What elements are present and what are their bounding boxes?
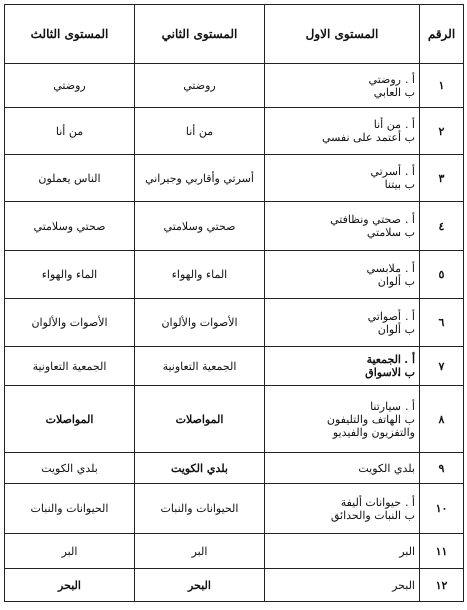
row-number: ٧ xyxy=(420,347,464,386)
level-1-cell xyxy=(265,299,420,347)
table-row xyxy=(5,64,464,108)
option-b: ب .الهاتف والتليفون xyxy=(326,412,415,426)
level-1-cell xyxy=(265,386,420,453)
row-number: ١ xyxy=(420,64,464,108)
level-2-cell: البر xyxy=(135,534,265,569)
row-number: ٨ xyxy=(420,386,464,453)
level-1-cell xyxy=(265,64,420,108)
level-2-cell: الماء والهواء xyxy=(135,251,265,299)
table-row xyxy=(5,347,464,386)
level-2-cell: الحيوانات والنبات xyxy=(135,484,265,534)
header-level-1: المستوى الاول xyxy=(265,5,420,64)
row-number: ١١ xyxy=(420,534,464,569)
level-1-cell xyxy=(265,108,420,155)
level-1-cell: البر xyxy=(265,534,420,569)
level-3-cell: الماء والهواء xyxy=(5,251,135,299)
header-level-2: المستوى الثاني xyxy=(135,5,265,64)
level-2-cell: صحتي وسلامتي xyxy=(135,202,265,251)
option-b-continued: والتفزيون والفيديو xyxy=(332,425,415,439)
level-2-cell: روضتي xyxy=(135,64,265,108)
option-b: ب .الاسواق xyxy=(365,366,415,379)
option-a: أ .الجمعية xyxy=(366,353,415,366)
level-2-cell: الأصوات والألوان xyxy=(135,299,265,347)
option-a: أ .أصواتي xyxy=(367,309,415,323)
row-number: ٤ xyxy=(420,202,464,251)
level-3-cell: البر xyxy=(5,534,135,569)
level-2-cell: من أنا xyxy=(135,108,265,155)
option-b: ب .بيتنا xyxy=(384,178,415,191)
header-number: الرقم xyxy=(420,5,464,64)
level-1-cell: بلدي الكويت xyxy=(265,453,420,484)
option-a: أ .حيوانات أليفة xyxy=(340,495,415,509)
level-3-cell: الحيوانات والنبات xyxy=(5,484,135,534)
level-2-cell: المواصلات xyxy=(135,386,265,453)
option-a: أ .سيارتنا xyxy=(370,399,415,413)
table-row xyxy=(5,251,464,299)
level-3-cell: البحر xyxy=(5,569,135,602)
row-number: ١٢ xyxy=(420,569,464,602)
curriculum-levels-table xyxy=(4,4,464,602)
header-level-3: المستوى الثالث xyxy=(5,5,135,64)
level-3-cell: صحتي وسلامتي xyxy=(5,202,135,251)
option-b: ب .النبات والحدائق xyxy=(330,508,415,522)
row-number: ١٠ xyxy=(420,484,464,534)
option-a: أ .ملابسي xyxy=(366,261,415,275)
level-1-cell xyxy=(265,155,420,202)
level-3-cell: الناس يعملون xyxy=(5,155,135,202)
level-2-cell: البحر xyxy=(135,569,265,602)
level-3-cell: الأصوات والألوان xyxy=(5,299,135,347)
level-1-cell: البحر xyxy=(265,569,420,602)
level-1-cell xyxy=(265,202,420,251)
row-number: ٩ xyxy=(420,453,464,484)
option-a: أ .من أنا xyxy=(373,118,415,131)
row-number: ٣ xyxy=(420,155,464,202)
level-3-cell: من أنا xyxy=(5,108,135,155)
table-header-row xyxy=(5,5,464,64)
option-a: أ .روضتي xyxy=(368,72,415,86)
level-1-cell xyxy=(265,251,420,299)
table-row xyxy=(5,108,464,155)
option-b: ب .العابي xyxy=(373,85,415,99)
level-3-cell: الجمعية التعاونية xyxy=(5,347,135,386)
option-b: ب .أعتمد على نفسي xyxy=(321,131,415,144)
row-number: ٦ xyxy=(420,299,464,347)
option-a: أ .أسرتي xyxy=(370,165,415,178)
table-row xyxy=(5,202,464,251)
table-row xyxy=(5,569,464,602)
table-row xyxy=(5,155,464,202)
level-1-cell xyxy=(265,484,420,534)
row-number: ٥ xyxy=(420,251,464,299)
level-2-cell: أسرتي وأقاربي وجيراني xyxy=(135,155,265,202)
level-1-cell xyxy=(265,347,420,386)
table-row xyxy=(5,534,464,569)
option-b: ب .سلامتي xyxy=(366,226,415,239)
option-a: أ .صحتي ونظافتي xyxy=(330,213,415,226)
table-row xyxy=(5,484,464,534)
row-number: ٢ xyxy=(420,108,464,155)
level-2-cell: بلدي الكويت xyxy=(135,453,265,484)
table-row xyxy=(5,299,464,347)
table-row xyxy=(5,453,464,484)
level-2-cell: الجمعية التعاونية xyxy=(135,347,265,386)
option-b: ب .ألوان xyxy=(377,274,415,288)
level-3-cell: بلدي الكويت xyxy=(5,453,135,484)
option-b: ب .ألوان xyxy=(377,322,415,336)
table-row xyxy=(5,386,464,453)
level-3-cell: روضتي xyxy=(5,64,135,108)
level-3-cell: المواصلات xyxy=(5,386,135,453)
